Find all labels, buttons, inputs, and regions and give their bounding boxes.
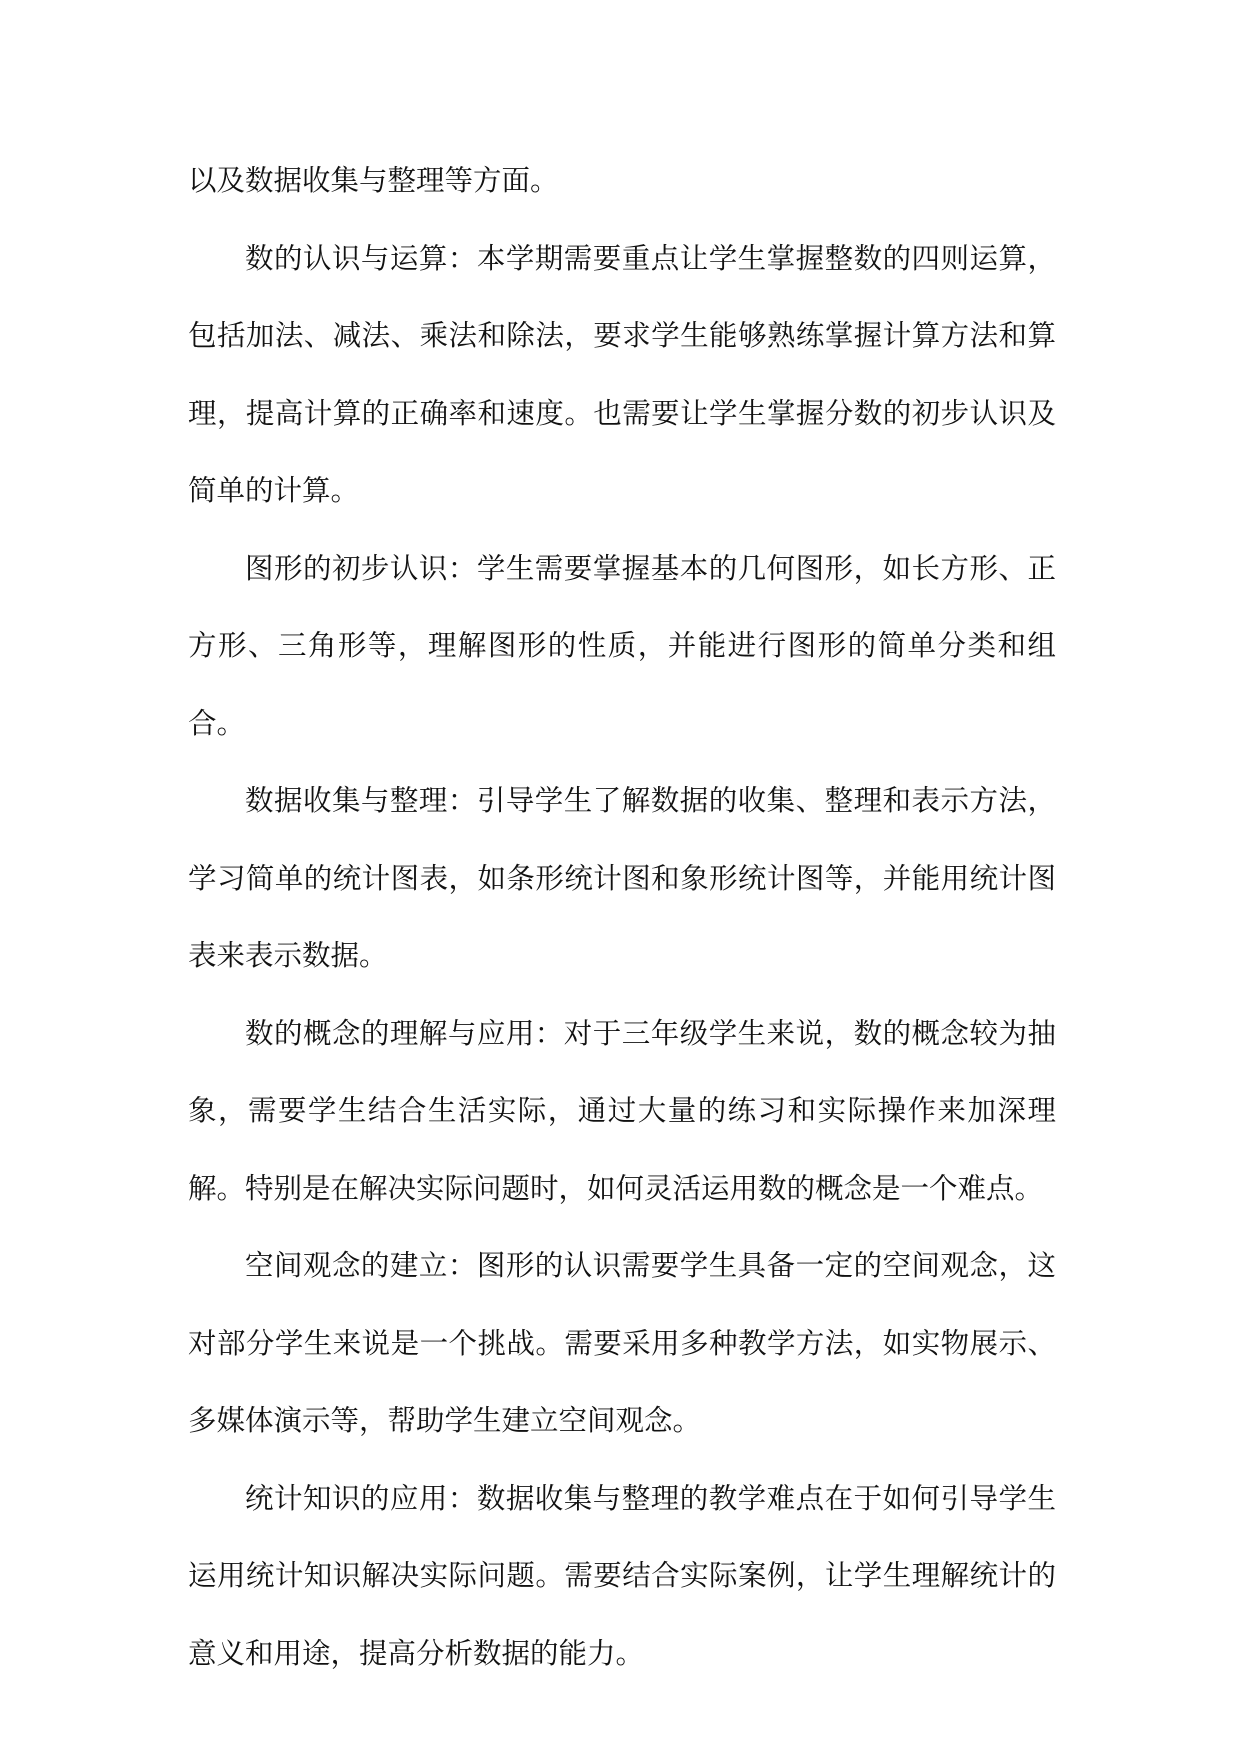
paragraph-shapes: 图形的初步认识：学生需要掌握基本的几何图形，如长方形、正方形、三角形等，理解图形的性质，并能进行图形的简单分类和组合。 [188, 551, 1056, 740]
paragraph-continuation: 以及数据收集与整理等方面。 [188, 164, 559, 197]
paragraph-statistics-application: 统计知识的应用：数据收集与整理的教学难点在于如何引导学生运用统计知识解决实际问题。需要结合实际案例，让学生理解统计的意义和用途，提高分析数据的能力。 [188, 1481, 1056, 1670]
paragraph-number-operations: 数的认识与运算：本学期需要重点让学生掌握整数的四则运算，包括加法、减法、乘法和除法，要求学生能够熟练掌握计算方法和算理，提高计算的正确率和速度。也需要让学生掌握分数的初步认识及简单的计算。 [188, 241, 1056, 507]
document-body [188, 142, 1056, 1692]
paragraph-spatial-concepts: 空间观念的建立：图形的认识需要学生具备一定的空间观念，这对部分学生来说是一个挑战。需要采用多种教学方法，如实物展示、多媒体演示等，帮助学生建立空间观念。 [188, 1249, 1056, 1437]
paragraph-number-concepts: 数的概念的理解与应用：对于三年级学生来说，数的概念较为抽象，需要学生结合生活实际，通过大量的练习和实际操作来加深理解。特别是在解决实际问题时，如何灵活运用数的概念是一个难点。 [188, 1016, 1056, 1205]
paragraph-data-collection: 数据收集与整理：引导学生了解数据的收集、整理和表示方法，学习简单的统计图表，如条形统计图和象形统计图等，并能用统计图表来表示数据。 [188, 784, 1056, 972]
